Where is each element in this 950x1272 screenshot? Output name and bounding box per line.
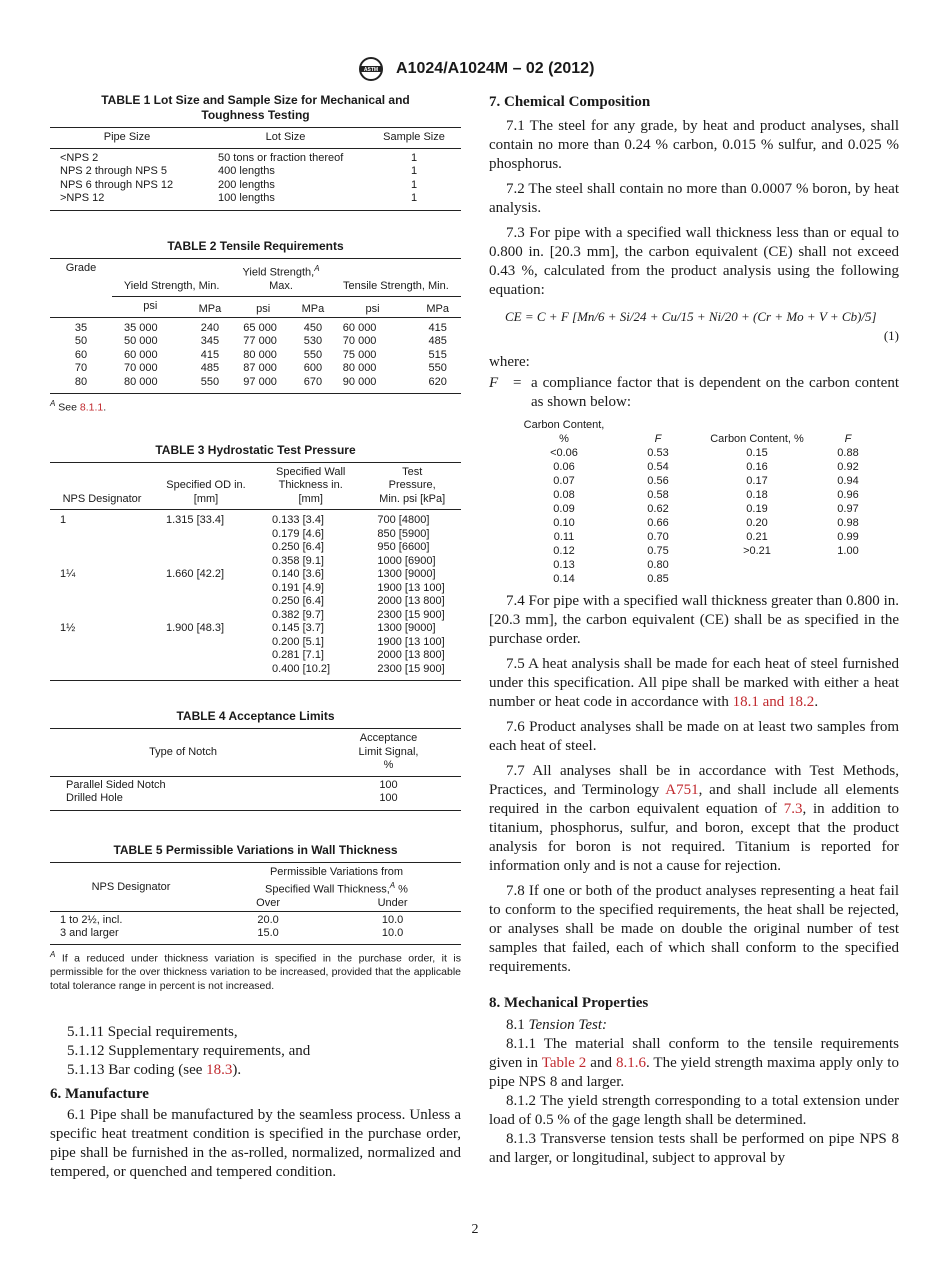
table-cell <box>809 572 887 586</box>
table-cell: 0.75 <box>647 545 669 557</box>
table5-perm-label-2: Specified Wall Thickness, <box>265 883 390 896</box>
table-row <box>50 595 461 609</box>
table-cell <box>50 582 154 596</box>
table-cell: >0.21 <box>743 545 771 557</box>
table-cell: 0.56 <box>647 475 669 487</box>
p811-and: and <box>586 1055 616 1071</box>
table-cell: 70 000 <box>124 362 158 375</box>
table-cell: 0.191 [4.9] <box>272 581 324 594</box>
table-row <box>517 460 887 474</box>
table1 <box>50 127 461 211</box>
table-cell <box>50 541 154 555</box>
link-a751[interactable]: A751 <box>665 782 699 798</box>
link-18-3[interactable]: 18.3 <box>206 1062 233 1079</box>
p811-text-2: . The yield strength maxima apply only to pipe NPS 8 and larger. <box>489 1055 899 1090</box>
table-row <box>50 927 461 944</box>
table-cell: 70 <box>74 362 88 375</box>
table-cell: 100 lengths <box>218 192 275 204</box>
paragraph-7-4: 7.4 For pipe with a specified wall thickness greater than 0.800 in. [20.3 mm], the carbon equivalent (CE) shall be as specified in the purchase order. <box>489 593 899 647</box>
table-cell: 345 <box>200 335 220 348</box>
link-8-1-1[interactable]: 8.1.1 <box>79 401 104 414</box>
table-cell: 400 lengths <box>218 165 275 177</box>
table-cell: 10.0 <box>381 913 404 926</box>
table-cell <box>154 582 258 596</box>
table-cell: 1.660 [42.2] <box>166 568 225 581</box>
table-cell: 1000 [6900] <box>377 554 436 567</box>
table-cell: 1 <box>410 192 418 204</box>
table-cell: 1.00 <box>837 545 859 557</box>
table2-caption: TABLE 2 Tensile Requirements <box>167 238 344 253</box>
table-cell <box>50 636 154 650</box>
table5-under-header: Under <box>377 897 408 910</box>
table-cell: 0.92 <box>837 461 859 473</box>
item-5-1-13-end: ). <box>232 1062 242 1079</box>
table-cell: <0.06 <box>550 447 578 459</box>
table-cell: 0.62 <box>647 503 669 515</box>
table-row <box>517 474 887 488</box>
table1-header: Pipe Size <box>103 131 151 143</box>
paragraph-8-1 <box>489 1016 899 1035</box>
f-description: a compliance factor that is dependent on the carbon content as shown below: <box>531 375 899 410</box>
table-cell: 80 000 <box>243 348 277 361</box>
footnote-text: See <box>55 401 80 414</box>
table-cell: 0.21 <box>746 531 768 543</box>
table-cell: 0.19 <box>746 503 768 515</box>
table-cell: 550 <box>200 375 220 388</box>
table-cell: 1½ <box>60 622 76 635</box>
table-cell: 90 000 <box>342 375 377 388</box>
table1-header: Lot Size <box>265 131 306 143</box>
table-cell: 60 <box>74 348 88 361</box>
table-cell: 0.96 <box>837 489 859 501</box>
item-5-1-11: 5.1.11 Special requirements, <box>67 1024 238 1041</box>
f-table-header: F <box>844 433 852 445</box>
table1-caption: TABLE 1 Lot Size and Sample Size for Mechanical and Toughness Testing <box>101 93 410 122</box>
table-cell: 35 000 <box>124 321 158 334</box>
footnote-marker: A <box>50 399 56 409</box>
table-row <box>50 376 461 394</box>
item-5-1-12: 5.1.12 Supplementary requirements, and <box>67 1043 311 1060</box>
table-cell: 0.13 <box>553 559 575 571</box>
astm-logo-icon <box>356 56 386 82</box>
link-table-2[interactable]: Table 2 <box>541 1055 587 1071</box>
table-cell: 0.179 [4.6] <box>272 527 324 540</box>
table-row <box>50 568 461 582</box>
table3-body <box>50 510 461 681</box>
table-cell: NPS 2 through NPS 5 <box>60 165 168 177</box>
table-cell: 50 <box>74 335 88 348</box>
table5-perm-unit: % <box>395 883 408 896</box>
paragraph-7-7 <box>489 762 899 876</box>
section-6-heading: 6. Manufacture <box>50 1086 149 1103</box>
table-row <box>50 335 461 349</box>
table-cell: 415 <box>428 321 447 334</box>
table-cell: 550 <box>428 362 447 375</box>
table1-header: Sample Size <box>383 131 445 143</box>
table-cell: 35 <box>74 321 88 334</box>
table-cell: 60 000 <box>342 321 377 334</box>
paragraph-7-8: 7.8 If one or both of the product analyses representing a heat fail to conform to the specified requirements, the heat shall be rejected, or analyses shall be made on double the original number of test samples that failed, each of which shall conform to the specified requirements. <box>489 883 899 975</box>
footnote-end: . <box>103 401 107 414</box>
table-row <box>50 555 461 569</box>
f-factor-table <box>517 418 887 586</box>
footnote-marker: A <box>389 881 396 891</box>
table-cell: 1900 [13 100] <box>377 581 445 594</box>
table-cell: 415 <box>200 348 220 361</box>
table5 <box>50 862 461 945</box>
table-cell <box>154 555 258 569</box>
table-cell: 0.08 <box>553 489 575 501</box>
table-cell <box>809 558 887 572</box>
table-row <box>50 663 461 681</box>
table-cell: 15.0 <box>257 927 279 940</box>
table-row <box>50 179 461 193</box>
table-cell: 0.133 [3.4] <box>272 514 324 527</box>
table-cell: 0.53 <box>647 447 669 459</box>
table-cell: 1 <box>60 514 67 527</box>
table-row <box>50 622 461 636</box>
table-cell: 0.16 <box>746 461 768 473</box>
table-cell: 77 000 <box>243 335 277 348</box>
table-row <box>50 148 461 165</box>
table-row <box>50 649 461 663</box>
table-cell: 0.70 <box>647 531 669 543</box>
paragraph-7-1: 7.1 The steel for any grade, by heat and product analyses, shall contain no more than 0.24 % carbon, 0.015 % sulfur, and 0.025 % phosphorus. <box>489 118 899 172</box>
table-cell: 2300 [15 900] <box>377 662 445 675</box>
footnote-marker: A <box>50 949 56 959</box>
table-cell: 1¼ <box>60 568 76 581</box>
table-cell: 100 <box>379 778 398 791</box>
section-8-heading: 8. Mechanical Properties <box>489 995 649 1011</box>
table-cell <box>50 595 154 609</box>
table-cell: 1 to 2½, incl. <box>60 913 123 926</box>
table-cell: 0.200 [5.1] <box>272 635 324 648</box>
table-cell <box>50 555 154 569</box>
table-cell: 0.97 <box>837 503 859 515</box>
table-cell: 0.382 [9.7] <box>272 608 324 621</box>
table-cell: 50 tons or fraction thereof <box>218 151 344 164</box>
table-row <box>517 488 887 502</box>
table2-unit-mpa: MPa <box>301 303 325 316</box>
table4 <box>50 728 461 811</box>
table-cell: 0.400 [10.2] <box>272 662 331 675</box>
table-cell: 850 [5900] <box>377 527 430 540</box>
paragraph-7-6: 7.6 Product analyses shall be made on at least two samples from each heat of steel. <box>489 719 899 754</box>
table2-yield-max-label-2: Max. <box>269 279 293 292</box>
table-row <box>517 558 887 572</box>
table-row <box>50 510 461 528</box>
right-column <box>489 93 899 1168</box>
table3-header: Test Pressure, Min. psi [kPa] <box>379 465 446 505</box>
table2-unit-mpa: MPa <box>198 303 222 316</box>
table5-over-header: Over <box>256 897 280 910</box>
table2-grade-header: Grade <box>65 261 97 274</box>
table-row <box>50 636 461 650</box>
table-cell <box>154 636 258 650</box>
table2-unit-psi: psi <box>256 303 271 316</box>
table-cell: 0.145 [3.7] <box>272 622 324 635</box>
p811-text: 8.1.1 The material shall conform to the tensile requirements given in <box>489 1036 899 1071</box>
table-cell: 80 000 <box>124 375 158 388</box>
table-cell <box>50 609 154 623</box>
document-title: A1024/A1024M – 02 (2012) <box>396 60 595 77</box>
table-cell: 0.17 <box>746 475 768 487</box>
table-cell: 700 [4800] <box>377 514 430 527</box>
table5-perm-header <box>212 862 461 897</box>
equation-1: CE = C + F [Mn/6 + Si/24 + Cu/15 + Ni/20 + (Cr + Mo + V + Cb)/5] <box>505 309 877 324</box>
table2-body <box>50 317 461 394</box>
table-cell: Parallel Sided Notch <box>66 778 166 791</box>
footnote-marker: A <box>314 263 320 273</box>
table-row <box>50 362 461 376</box>
table-cell: 0.250 [6.4] <box>272 541 324 554</box>
table-cell <box>705 572 809 586</box>
table-cell: 20.0 <box>257 913 279 926</box>
table-cell: 0.07 <box>553 475 575 487</box>
table3-header: Specified Wall Thickness in. [mm] <box>276 465 346 505</box>
table-cell: 1 <box>410 178 418 191</box>
table3-caption: TABLE 3 Hydrostatic Test Pressure <box>155 442 356 457</box>
table-cell: 0.281 [7.1] <box>272 649 324 662</box>
table-cell: 2000 [13 800] <box>377 595 445 608</box>
table-cell: <NPS 2 <box>60 151 99 164</box>
link-7-3[interactable]: 7.3 <box>783 801 803 817</box>
f-table-header: Carbon Content, % <box>523 419 605 445</box>
table-cell: 450 <box>303 321 323 334</box>
table-cell <box>154 541 258 555</box>
table2 <box>50 258 461 395</box>
svg-text:ASTM: ASTM <box>363 67 378 74</box>
table1-body <box>50 148 461 210</box>
table-cell: 0.06 <box>553 461 575 473</box>
table-cell: 10.0 <box>381 927 404 940</box>
paragraph-8-1-3: 8.1.3 Transverse tension tests shall be performed on pipe NPS 8 and larger, or longitudinal, subject to approval by <box>489 1131 899 1166</box>
f-equals: = <box>513 375 522 391</box>
table2-tensile-min-header: Tensile Strength, Min. <box>331 258 461 297</box>
table-cell <box>705 558 809 572</box>
f-table-body <box>517 446 887 586</box>
p77-text-3: , in addition to titanium, phosphorus, sulfur, and boron, except that the product analysis for boron is not required. Titanium is reported for information only and is not a cause for rejection. <box>489 801 899 874</box>
table-row <box>517 446 887 460</box>
table2-unit-psi: psi <box>143 300 158 313</box>
section-7-heading: 7. Chemical Composition <box>489 94 651 110</box>
paragraph-7-3: 7.3 For pipe with a specified wall thickness less than or equal to 0.800 in. [20.3 mm], the carbon equivalent (CE) shall not exceed 0.43 %, calculated from the product analysis using the following equation: <box>489 225 899 298</box>
table-cell: 0.99 <box>837 531 859 543</box>
table-row <box>517 516 887 530</box>
p77-text-2: , and shall include all elements required in the carbon equivalent equation of <box>489 782 899 817</box>
table3-header: NPS Designator <box>62 492 142 505</box>
table5-body <box>50 911 461 944</box>
table-cell <box>50 663 154 681</box>
table-cell: Drilled Hole <box>66 792 123 805</box>
table-row <box>50 192 461 210</box>
table5-footnote <box>50 948 461 994</box>
table5-nps-header: NPS Designator <box>91 881 171 894</box>
table-cell <box>154 595 258 609</box>
table-cell: 0.09 <box>553 503 575 515</box>
table-row <box>50 541 461 555</box>
table-cell: 97 000 <box>243 375 277 388</box>
page-header <box>0 56 950 82</box>
p75-text: 7.5 A heat analysis shall be made for each heat of steel furnished under this specification. All pipe shall be marked with either a heat number or heat code in accordance with <box>489 656 899 710</box>
table-cell: 65 000 <box>243 321 277 334</box>
table-cell: NPS 6 through NPS 12 <box>60 178 174 191</box>
f-definition <box>489 374 899 412</box>
table-cell: 950 [6600] <box>377 541 430 554</box>
table-row <box>517 502 887 516</box>
table2-unit-psi: psi <box>365 303 380 316</box>
table-cell: 75 000 <box>342 348 377 361</box>
table-cell <box>154 528 258 542</box>
table-cell: 0.10 <box>553 517 575 529</box>
table-cell: 3 and larger <box>60 927 119 940</box>
table-cell: 0.88 <box>837 447 859 459</box>
table-cell: 0.18 <box>746 489 768 501</box>
f-symbol: F <box>489 375 499 391</box>
table-row <box>50 609 461 623</box>
table4-caption: TABLE 4 Acceptance Limits <box>176 709 335 724</box>
table-cell <box>50 528 154 542</box>
table-cell: 515 <box>428 348 447 361</box>
table2-yield-min-header: Yield Strength, Min. <box>112 258 231 297</box>
table3 <box>50 462 461 682</box>
table-cell: 0.94 <box>837 475 859 487</box>
table-cell: 1 <box>410 151 418 164</box>
table-cell <box>154 663 258 681</box>
table4-body <box>50 776 461 810</box>
table-cell: 0.98 <box>837 517 859 529</box>
table-cell: 0.14 <box>553 573 575 585</box>
table-row <box>50 349 461 363</box>
paragraph-6-1: 6.1 Pipe shall be manufactured by the seamless process. Unless a specific heat treatment condition is specified in the purchase order, pipe shall be furnished in the as-rolled, normalized, normalized and tempered, or quenched and tempered condition. <box>50 1107 461 1181</box>
table-cell: 670 <box>303 375 323 388</box>
f-table-header: F <box>654 433 662 445</box>
table-cell: 100 <box>379 792 398 805</box>
table-cell: >NPS 12 <box>60 192 105 204</box>
paragraph-8-1-1 <box>489 1035 899 1092</box>
table-row <box>517 572 887 586</box>
table-cell: 1 <box>410 165 418 177</box>
table-cell <box>154 609 258 623</box>
footnote-text: If a reduced under thickness variation is specified in the purchase order, it is permissible for the over thickness variation to be increased, provided that the applicable total tolerance range in percent is not increased. <box>50 952 461 993</box>
table-cell <box>154 649 258 663</box>
table-cell: 60 000 <box>124 348 158 361</box>
table-cell: 0.15 <box>746 447 768 459</box>
table-cell: 50 000 <box>124 335 158 348</box>
table-cell: 87 000 <box>243 362 277 375</box>
paragraph-8-1-2: 8.1.2 The yield strength corresponding to a total extension under load of 0.5 % of the gage length shall be determined. <box>489 1093 899 1128</box>
table-cell: 70 000 <box>342 335 377 348</box>
table-cell: 0.358 [9.1] <box>272 554 324 567</box>
table-cell: 0.80 <box>647 559 669 571</box>
table-cell: 0.85 <box>647 573 669 585</box>
p81-title: Tension Test: <box>528 1017 608 1033</box>
table-cell: 550 <box>303 348 323 361</box>
table-row <box>50 792 461 810</box>
p77-text: 7.7 All analyses shall be in accordance with Test Methods, Practices, and Terminology <box>489 763 899 798</box>
table-cell: 0.54 <box>647 461 669 473</box>
table-cell <box>50 649 154 663</box>
table-cell: 530 <box>303 335 323 348</box>
table-row <box>517 530 887 544</box>
table-cell: 0.140 [3.6] <box>272 568 324 581</box>
table-cell: 1900 [13 100] <box>377 635 445 648</box>
table2-yield-max-label: Yield Strength, <box>242 266 315 279</box>
table3-header: Specified OD in. [mm] <box>166 479 246 505</box>
table-cell: 2000 [13 800] <box>377 649 445 662</box>
page-number: 2 <box>471 1222 479 1237</box>
table-cell: 0.11 <box>553 531 575 543</box>
p75-end: . <box>814 694 819 710</box>
table-cell: 80 000 <box>342 362 377 375</box>
table-cell: 1300 [9000] <box>377 568 436 581</box>
link-18-1-18-2[interactable]: 18.1 and 18.2 <box>732 694 815 710</box>
table4-header: Acceptance Limit Signal, % <box>358 732 419 772</box>
table-cell: 1.900 [48.3] <box>166 622 225 635</box>
table-row <box>50 911 461 927</box>
table2-yield-max-header <box>231 258 331 297</box>
table-row <box>50 317 461 335</box>
p81-number: 8.1 <box>506 1017 529 1033</box>
table-cell: 1.315 [33.4] <box>166 514 225 527</box>
item-5-1-13-text: 5.1.13 Bar coding (see <box>67 1062 207 1079</box>
paragraph-7-5 <box>489 655 899 712</box>
left-column <box>50 93 461 1182</box>
table5-caption: TABLE 5 Permissible Variations in Wall Thickness <box>113 842 398 857</box>
table-cell: 620 <box>428 375 447 388</box>
table2-footnote <box>50 397 461 415</box>
table-cell: 80 <box>74 375 88 388</box>
table-cell: 0.12 <box>553 545 575 557</box>
table-cell: 0.58 <box>647 489 669 501</box>
left-body-text <box>50 1023 461 1182</box>
table-row <box>50 582 461 596</box>
table-cell: 485 <box>428 335 447 348</box>
table-row <box>50 776 461 792</box>
paragraph-7-2: 7.2 The steel shall contain no more than 0.0007 % boron, by heat analysis. <box>489 181 899 216</box>
table-cell: 200 lengths <box>218 178 275 191</box>
table-cell: 240 <box>200 321 220 334</box>
table-cell: 600 <box>303 362 323 375</box>
where-label: where: <box>489 354 530 370</box>
table-cell: 2300 [15 900] <box>377 608 445 621</box>
table2-unit-mpa: MPa <box>426 303 449 316</box>
table-cell: 485 <box>200 362 220 375</box>
link-8-1-6[interactable]: 8.1.6 <box>615 1055 646 1071</box>
table-cell: 0.250 [6.4] <box>272 595 324 608</box>
table-cell: 0.66 <box>647 517 669 529</box>
f-table-header: Carbon Content, % <box>710 433 804 445</box>
table-cell: 1300 [9000] <box>377 622 436 635</box>
table-row <box>50 165 461 179</box>
table5-perm-label: Permissible Variations from <box>269 865 404 878</box>
item-5-1-13 <box>50 1061 461 1080</box>
table-cell: 0.20 <box>746 517 768 529</box>
table-row <box>50 528 461 542</box>
equation-number: (1) <box>883 328 899 343</box>
table4-header: Type of Notch <box>149 745 217 758</box>
table-row <box>517 544 887 558</box>
